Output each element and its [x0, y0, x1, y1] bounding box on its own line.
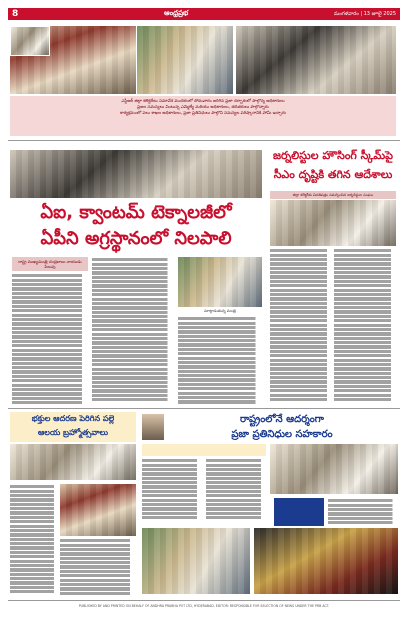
bottom-right-author-photo — [142, 414, 164, 440]
top-left-inset-photo — [10, 26, 50, 56]
right-headline-line-2: సీఎం దృష్టికి తగిన ఆదేశాలు — [273, 168, 393, 181]
top-right-photo — [236, 26, 396, 94]
top-caption — [10, 96, 396, 136]
bottom-right-photo-2 — [142, 528, 250, 594]
right-headline — [268, 146, 398, 190]
top-caption-line-1: ఎస్టీఆర్ జిల్లా కలెక్టరేటు సమావేశ మందిరంలో సోమవారం జరిగిన ప్రజా దర్బారులో పాల్గొన్న అధికారులు — [121, 98, 285, 103]
center-article-photo — [10, 150, 262, 198]
right-article-photo — [270, 200, 396, 246]
center-body-col-2 — [92, 257, 174, 405]
top-middle-photo — [137, 26, 233, 94]
bottom-right-blue-box — [274, 498, 324, 526]
page-header — [8, 8, 400, 20]
bottom-left-headline-line-2: ఆలయ బ్రహ్మోత్సవాలు — [37, 428, 109, 437]
bottom-left-body-col-2 — [60, 538, 136, 596]
bottom-right-body-col-1 — [142, 458, 202, 522]
masthead: ఆంధ్రప్రభ — [164, 9, 189, 17]
right-sub-head: జిల్లా కలెక్టర్‌కు వినతిపత్రం సమర్పించిన జర్నలిస్టుల సంఘం — [270, 191, 396, 199]
section-divider-2 — [8, 408, 400, 409]
bottom-left-body-col-1 — [10, 484, 58, 596]
center-small-photo — [178, 257, 262, 307]
right-headline-line-1: జర్నలిస్టుల హౌసింగ్ స్కీమ్‌పై — [272, 149, 394, 162]
bottom-right-headline-line-1: రాష్ట్రంలోనే ఆదర్శంగా — [239, 414, 325, 425]
bottom-left-photo-2 — [60, 484, 136, 536]
center-photo-caption: మాట్లాడుతున్న మంత్రి — [204, 308, 236, 313]
footer-divider — [8, 600, 400, 601]
top-caption-line-2: ప్రజల సమస్యలు వింటున్న ఎమ్మెల్యే మరియు అధికారులు, తదితరులు పాల్గొన్నారు — [137, 104, 269, 110]
center-headline-line-2: ఏపీని అగ్రస్థానంలో నిలపాలి — [40, 228, 232, 249]
bottom-right-body-col-2 — [206, 458, 266, 522]
center-headline — [10, 200, 262, 254]
bottom-left-photo-1 — [10, 444, 136, 480]
bottom-right-headline — [166, 412, 398, 442]
center-body-col-1 — [12, 273, 88, 405]
bottom-right-body-col-3 — [328, 498, 398, 528]
right-body-col-1 — [270, 248, 332, 404]
bottom-left-headline — [10, 412, 136, 442]
bottom-right-photo-3 — [254, 528, 398, 594]
footer-imprint: PUBLISHED BY AND PRINTED ON BEHALF OF ANDHRA PRABHA PVT LTD, HYDERABAD. EDITOR: RESPONSIBLE FOR SELECTION OF NEWS UNDER THE PRB ACT. — [78, 604, 330, 608]
right-body-col-2 — [334, 248, 396, 404]
top-caption-line-3: కార్యక్రమంలో పలు శాఖల అధికారులు, ప్రజా ప్రతినిధులు పాల్గొని సమస్యల పరిష్కారానికి హామీ ఇచ్చారు — [120, 110, 286, 116]
page-number: 8 — [12, 9, 19, 19]
center-headline-line-1: ఏఐ, క్వాంటమ్ టెక్నాలజీలో — [40, 202, 232, 223]
bottom-right-photo-1 — [270, 444, 398, 494]
header-date: మంగళవారం | 13 జూలై 2025 — [334, 10, 396, 17]
center-sub-head: రాష్ట్ర ముఖ్యమంత్రి చంద్రబాబు నాయుడు పిలుపు — [12, 257, 88, 271]
center-body-col-3 — [178, 316, 262, 405]
section-divider — [8, 140, 400, 141]
bottom-right-headline-line-2: ప్రజా ప్రతినిధుల సహకారం — [231, 429, 333, 440]
bottom-right-highlight-box — [142, 444, 266, 456]
bottom-left-headline-line-1: భక్తుల ఆదరణ పెరిగిన పల్లె — [31, 414, 115, 423]
